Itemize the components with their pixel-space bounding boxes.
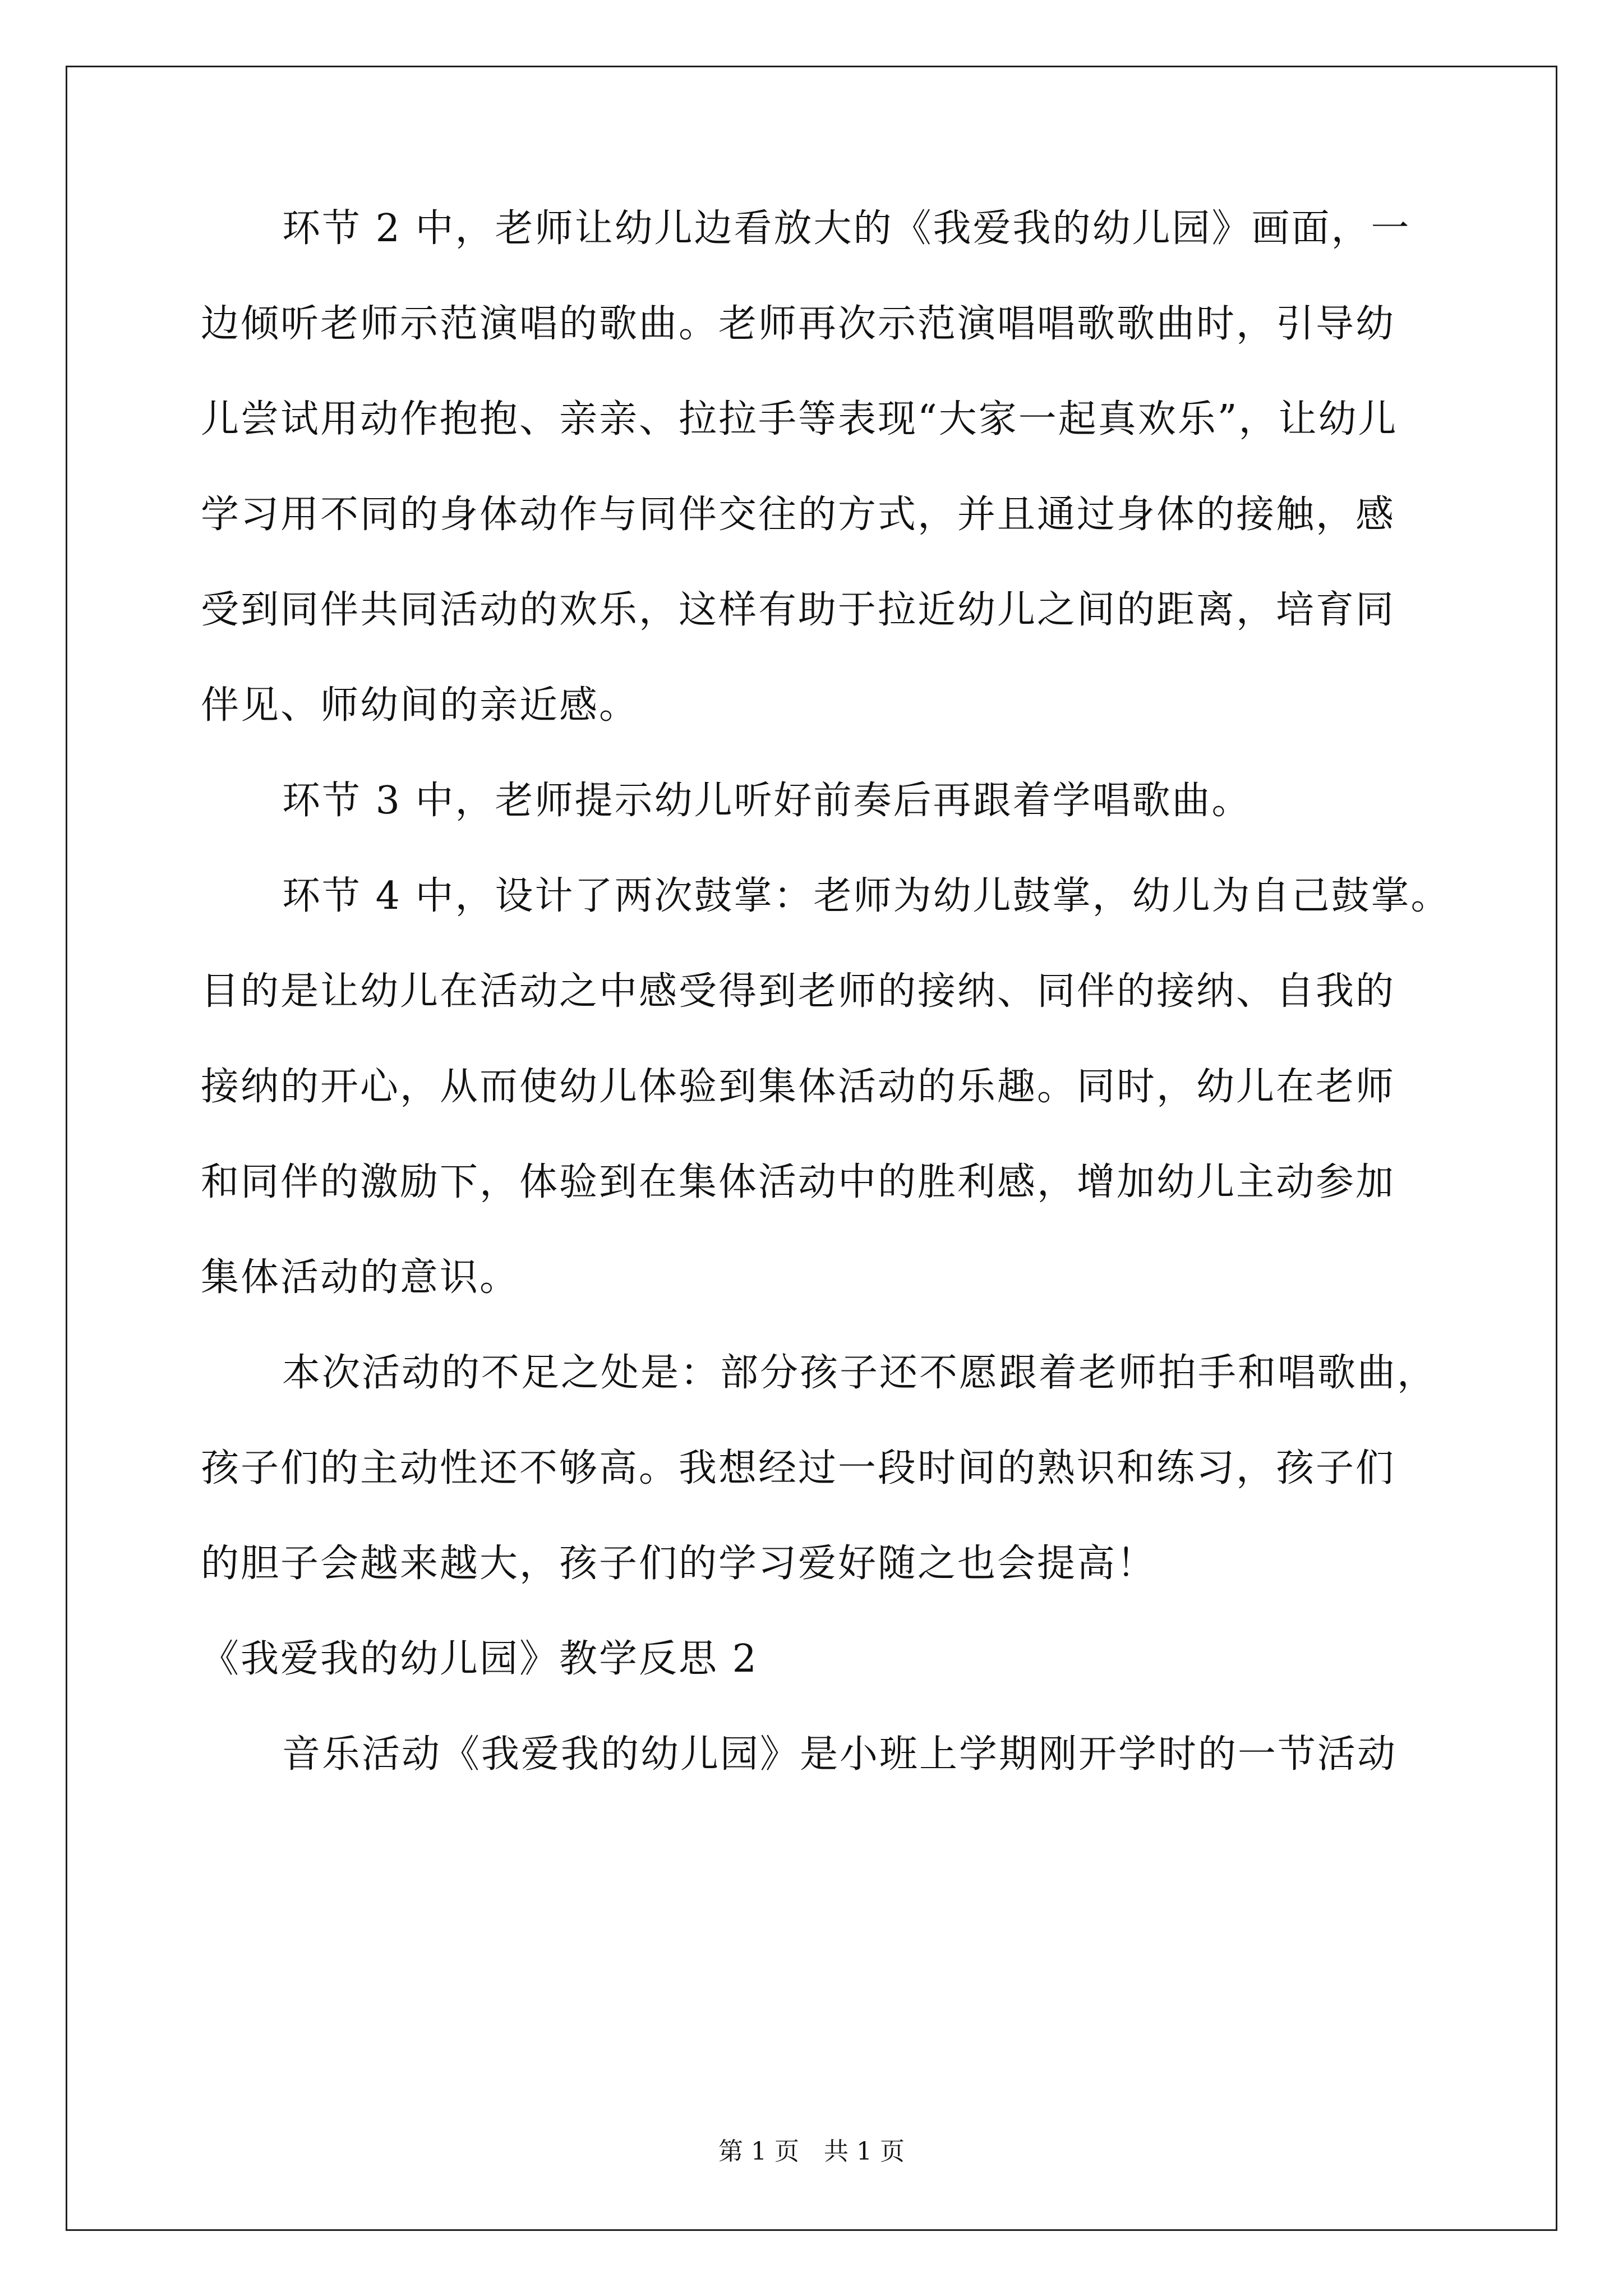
section-heading: 《我爱我的幼儿园》教学反思 2 — [201, 1637, 758, 1681]
paragraph-4-line-3: 的胆子会越来越大，孩子们的学习爱好随之也会提高！ — [201, 1542, 1157, 1586]
paragraph-1-line-5: 受到同伴共同活动的欢乐，这样有助于拉近幼儿之间的距离，培育同 — [201, 588, 1396, 632]
paragraph-2-line-1: 环节 3 中，老师提示幼儿听好前奏后再跟着学唱歌曲。 — [282, 779, 1252, 823]
page-border — [66, 66, 1557, 2231]
paragraph-1-line-4: 学习用不同的身体动作与同伴交往的方式，并且通过身体的接触，感 — [201, 493, 1396, 537]
paragraph-1-line-1: 环节 2 中，老师让幼儿边看放大的《我爱我的幼儿园》画面，一 — [282, 206, 1411, 251]
paragraph-4-line-1: 本次活动的不足之处是：部分孩子还不愿跟着老师拍手和唱歌曲， — [282, 1351, 1437, 1395]
paragraph-1-line-3: 儿尝试用动作抱抱、亲亲、拉拉手等表现“大家一起真欢乐”，让幼儿 — [201, 397, 1398, 441]
page-footer: 第 1 页 共 1 页 — [718, 2137, 905, 2166]
paragraph-5-line-1: 音乐活动《我爱我的幼儿园》是小班上学期刚开学时的一节活动 — [282, 1732, 1398, 1777]
paragraph-1-line-2: 边倾听老师示范演唱的歌曲。老师再次示范演唱唱歌歌曲时，引导幼 — [201, 302, 1396, 346]
paragraph-3-line-1: 环节 4 中，设计了两次鼓掌：老师为幼儿鼓掌，幼儿为自己鼓掌。 — [282, 874, 1451, 918]
paragraph-3-line-4: 和同伴的激励下，体验到在集体活动中的胜利感，增加幼儿主动参加 — [201, 1160, 1396, 1204]
paragraph-1-line-6: 伴见、师幼间的亲近感。 — [201, 683, 639, 728]
paragraph-4-line-2: 孩子们的主动性还不够高。我想经过一段时间的熟识和练习，孩子们 — [201, 1446, 1396, 1490]
paragraph-3-line-3: 接纳的开心，从而使幼儿体验到集体活动的乐趣。同时，幼儿在老师 — [201, 1065, 1396, 1109]
paragraph-3-line-2: 目的是让幼儿在活动之中感受得到老师的接纳、同伴的接纳、自我的 — [201, 969, 1396, 1014]
paragraph-3-line-5: 集体活动的意识。 — [201, 1255, 520, 1300]
